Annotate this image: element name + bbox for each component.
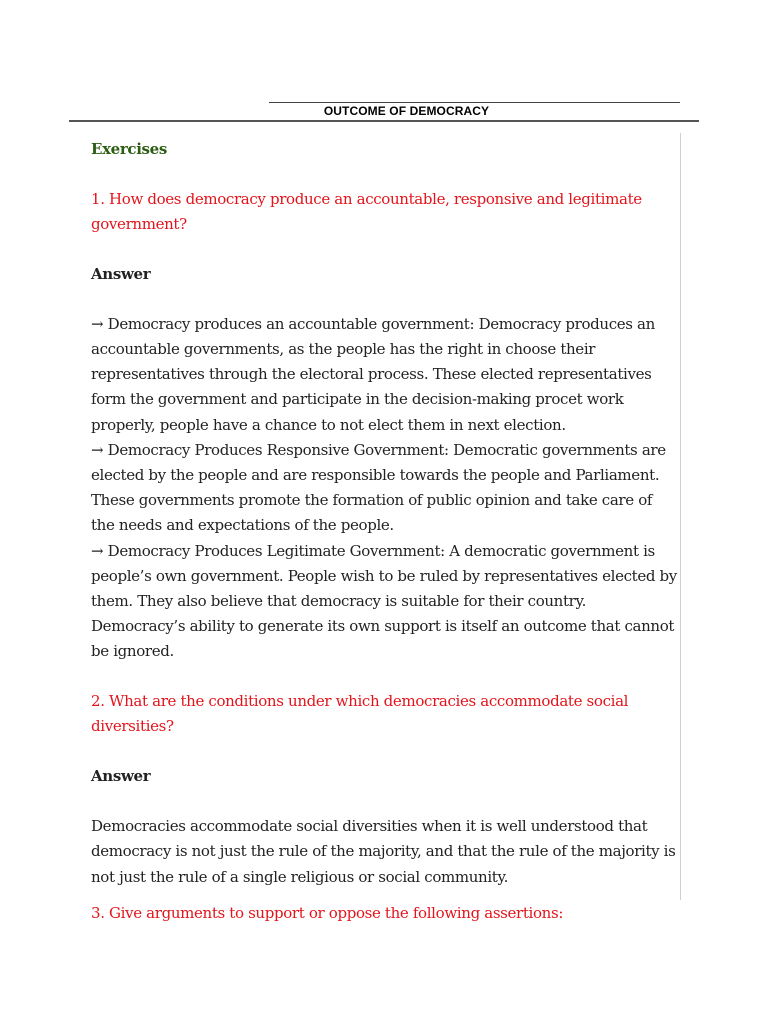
header-rule xyxy=(69,120,699,122)
question-1: 1. How does democracy produce an accountable, responsive and legitimate government? xyxy=(91,190,642,234)
document-body xyxy=(87,133,681,922)
question-2: 2. What are the conditions under which democracies accommodate social diversities? xyxy=(91,691,629,735)
page-title: OUTCOME OF DEMOCRACY xyxy=(323,104,490,118)
question-3: 3. Give arguments to support or oppose the following assertions: xyxy=(91,903,564,922)
section-heading: Exercises xyxy=(91,140,167,158)
answer-1-point-accountable: → Democracy produces an accountable government: Democracy produces an accountable governments, as the people has the right in choose their representatives through the electoral process. These elected representatives form the government and participate in the decision-making procet work properly, people have a chance to not elect them in next election. xyxy=(91,314,655,434)
answer-label-1: Answer xyxy=(91,264,151,283)
answer-1-point-legitimate: → Democracy Produces Legitimate Government: A democratic government is people’s own government. People wish to be ruled by representatives elected by them. They also believe that democracy is suitable for their country. Democracy’s ability to generate its own support is itself an outcome that cannot be ignored. xyxy=(91,541,677,661)
answer-label-2: Answer xyxy=(91,767,151,786)
header-top-rule xyxy=(269,102,680,103)
answer-1-point-responsive: → Democracy Produces Responsive Government: Democratic governments are elected by the people and are responsible towards the people and Parliament. These governments promote the formation of public opinion and take care of the needs and expectations of the people. xyxy=(91,440,666,535)
answer-2: Democracies accommodate social diversities when it is well understood that democracy is not just the rule of the majority, and that the rule of the majority is not just the rule of a single religious or social community. xyxy=(91,817,676,886)
